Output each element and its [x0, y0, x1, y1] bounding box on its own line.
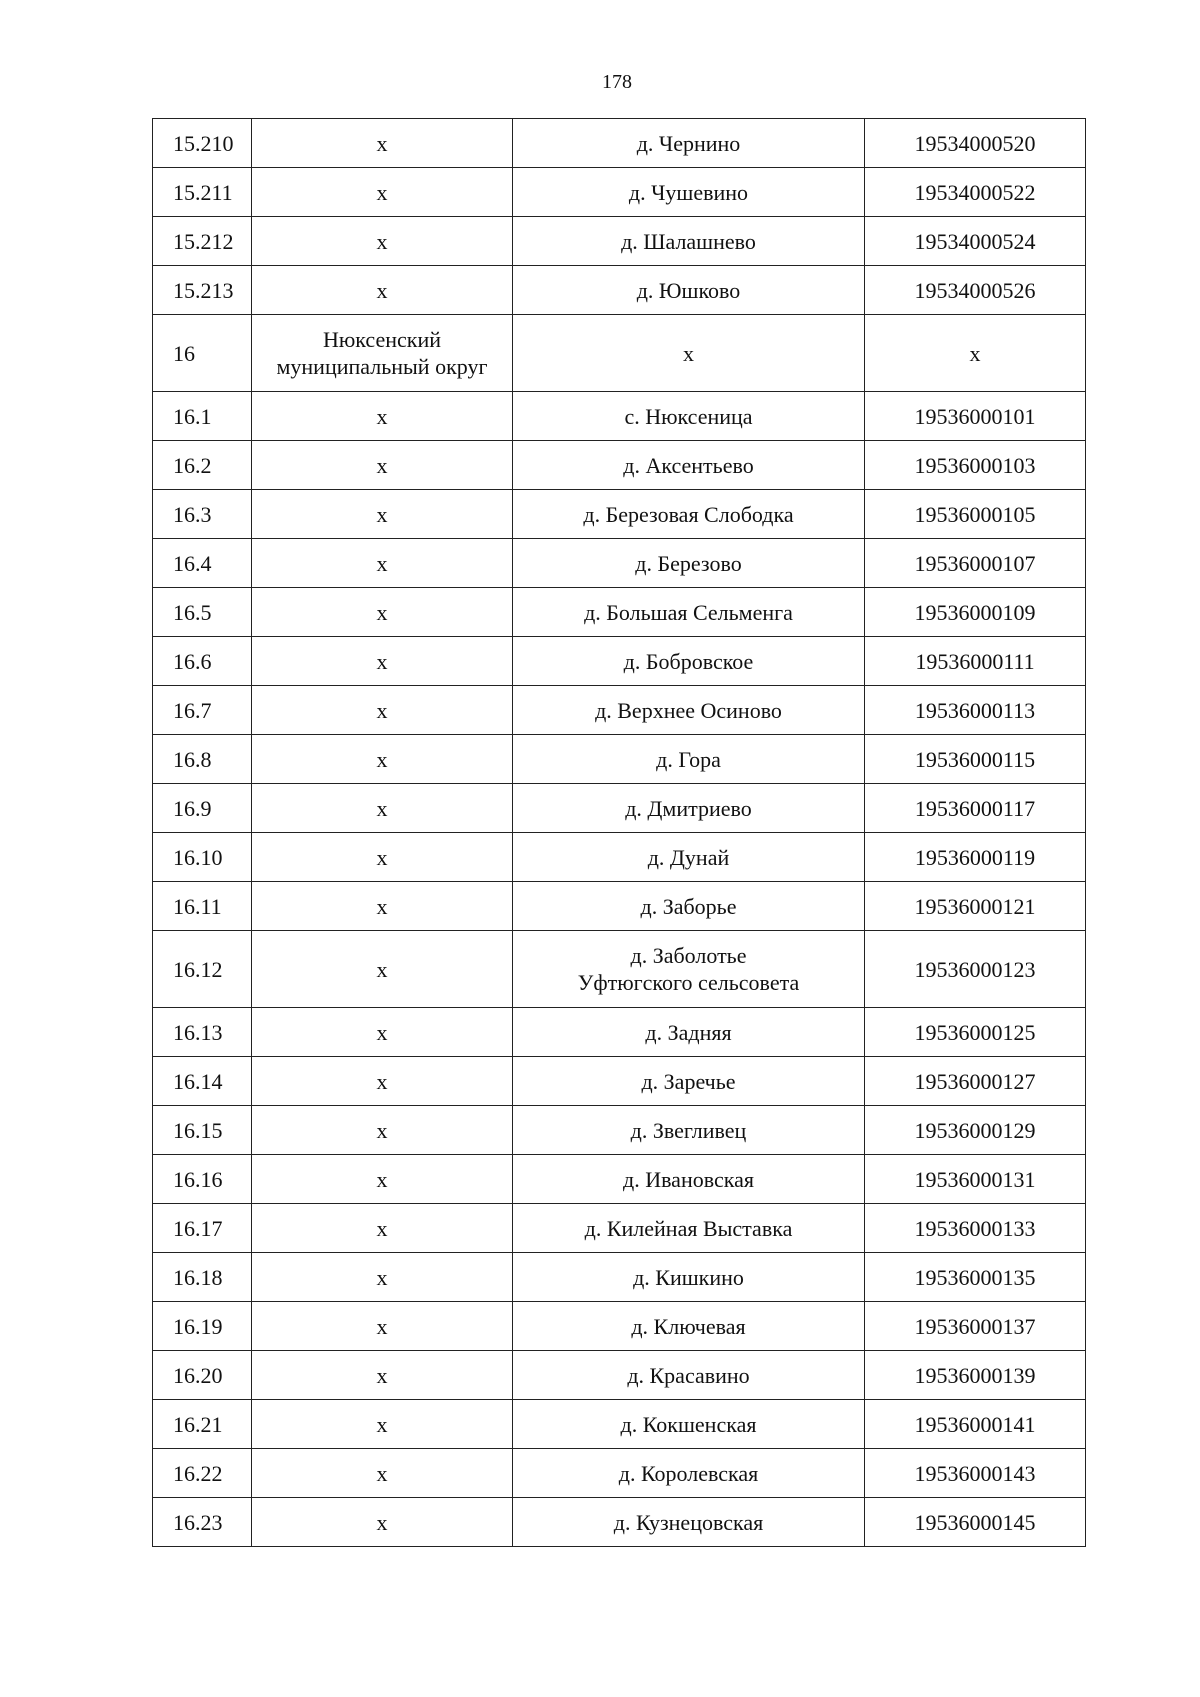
- table-row: [153, 882, 1086, 931]
- row-number-cell: 16.19: [153, 1302, 252, 1351]
- row-number-cell: 16.3: [153, 490, 252, 539]
- municipality-cell: х: [252, 1498, 513, 1547]
- table-row: [153, 266, 1086, 315]
- settlement-name-cell: д. Бобровское: [513, 637, 865, 686]
- oktmo-code-cell: 19536000119: [865, 833, 1086, 882]
- oktmo-code-cell: 19536000115: [865, 735, 1086, 784]
- oktmo-code-cell: 19536000121: [865, 882, 1086, 931]
- settlement-name-cell: д. Красавино: [513, 1351, 865, 1400]
- municipality-cell: х: [252, 588, 513, 637]
- municipality-cell: х: [252, 1253, 513, 1302]
- settlements-table: [152, 118, 1086, 1547]
- municipality-cell: х: [252, 784, 513, 833]
- oktmo-code-cell: 19536000141: [865, 1400, 1086, 1449]
- settlement-name-cell: д. Заборье: [513, 882, 865, 931]
- settlement-name-cell: д. Гора: [513, 735, 865, 784]
- table-row: [153, 1253, 1086, 1302]
- table-body: [153, 119, 1086, 1547]
- settlement-name-cell: д. Чернино: [513, 119, 865, 168]
- municipality-cell: х: [252, 119, 513, 168]
- settlement-name-cell: д. Задняя: [513, 1008, 865, 1057]
- table-row: [153, 833, 1086, 882]
- row-number-cell: 16.4: [153, 539, 252, 588]
- settlement-name-cell: д. Ивановская: [513, 1155, 865, 1204]
- table-row: [153, 1057, 1086, 1106]
- table-row: [153, 1204, 1086, 1253]
- row-number-cell: 16.10: [153, 833, 252, 882]
- municipality-cell: х: [252, 1449, 513, 1498]
- settlement-name-cell: д. Килейная Выставка: [513, 1204, 865, 1253]
- oktmo-code-cell: 19536000135: [865, 1253, 1086, 1302]
- municipality-cell: х: [252, 931, 513, 1008]
- row-number-cell: 16.12: [153, 931, 252, 1008]
- row-number-cell: 16.20: [153, 1351, 252, 1400]
- municipality-cell: х: [252, 266, 513, 315]
- settlement-name-cell: д. Аксентьево: [513, 441, 865, 490]
- table-row: [153, 392, 1086, 441]
- row-number-cell: 16.9: [153, 784, 252, 833]
- table-row: [153, 168, 1086, 217]
- municipality-cell: х: [252, 392, 513, 441]
- table-row: [153, 686, 1086, 735]
- row-number-cell: 16.15: [153, 1106, 252, 1155]
- oktmo-code-cell: 19536000101: [865, 392, 1086, 441]
- table-row: [153, 1449, 1086, 1498]
- oktmo-code-cell: 19536000125: [865, 1008, 1086, 1057]
- oktmo-code-cell: 19536000129: [865, 1106, 1086, 1155]
- row-number-cell: 16.18: [153, 1253, 252, 1302]
- municipality-cell: х: [252, 539, 513, 588]
- municipality-cell: х: [252, 735, 513, 784]
- row-number-cell: 15.210: [153, 119, 252, 168]
- settlement-name-cell: д. Юшково: [513, 266, 865, 315]
- row-number-cell: 16.2: [153, 441, 252, 490]
- municipality-cell: х: [252, 168, 513, 217]
- oktmo-code-cell: 19536000105: [865, 490, 1086, 539]
- municipality-cell: Нюксенский муниципальный округ: [252, 315, 513, 392]
- row-number-cell: 15.212: [153, 217, 252, 266]
- municipality-cell: х: [252, 217, 513, 266]
- oktmo-code-cell: 19534000524: [865, 217, 1086, 266]
- oktmo-code-cell: 19536000123: [865, 931, 1086, 1008]
- table-row: [153, 1008, 1086, 1057]
- municipality-cell: х: [252, 686, 513, 735]
- row-number-cell: 16.1: [153, 392, 252, 441]
- oktmo-code-cell: 19536000127: [865, 1057, 1086, 1106]
- oktmo-code-cell: 19534000520: [865, 119, 1086, 168]
- settlement-name-cell: д. Ключевая: [513, 1302, 865, 1351]
- settlement-name-cell: с. Нюксеница: [513, 392, 865, 441]
- municipality-cell: х: [252, 490, 513, 539]
- table-row: [153, 784, 1086, 833]
- row-number-cell: 16.17: [153, 1204, 252, 1253]
- row-number-cell: 16.23: [153, 1498, 252, 1547]
- table-row: [153, 441, 1086, 490]
- municipality-cell: х: [252, 1204, 513, 1253]
- table-row: [153, 931, 1086, 1008]
- table-row: [153, 1302, 1086, 1351]
- row-number-cell: 16.21: [153, 1400, 252, 1449]
- oktmo-code-cell: 19534000522: [865, 168, 1086, 217]
- table-row: [153, 490, 1086, 539]
- settlement-name-cell: д. Звегливец: [513, 1106, 865, 1155]
- settlement-name-cell: д. Шалашнево: [513, 217, 865, 266]
- municipality-cell: х: [252, 1155, 513, 1204]
- row-number-cell: 16.22: [153, 1449, 252, 1498]
- settlement-name-cell: д. Кишкино: [513, 1253, 865, 1302]
- settlement-name-cell: д. Чушевино: [513, 168, 865, 217]
- row-number-cell: 16.5: [153, 588, 252, 637]
- row-number-cell: 16.7: [153, 686, 252, 735]
- table-row: [153, 1106, 1086, 1155]
- municipality-cell: х: [252, 882, 513, 931]
- table-row: [153, 315, 1086, 392]
- oktmo-code-cell: 19536000111: [865, 637, 1086, 686]
- table-row: [153, 1400, 1086, 1449]
- settlement-name-cell: д. Королевская: [513, 1449, 865, 1498]
- settlement-name-cell: д. Верхнее Осиново: [513, 686, 865, 735]
- table-row: [153, 1155, 1086, 1204]
- table-row: [153, 119, 1086, 168]
- municipality-cell: х: [252, 1351, 513, 1400]
- row-number-cell: 16.16: [153, 1155, 252, 1204]
- table-row: [153, 217, 1086, 266]
- row-number-cell: 15.213: [153, 266, 252, 315]
- oktmo-code-cell: 19536000117: [865, 784, 1086, 833]
- municipality-cell: х: [252, 441, 513, 490]
- table-row: [153, 539, 1086, 588]
- oktmo-code-cell: 19536000143: [865, 1449, 1086, 1498]
- oktmo-code-cell: 19536000109: [865, 588, 1086, 637]
- row-number-cell: 16.14: [153, 1057, 252, 1106]
- oktmo-code-cell: 19536000145: [865, 1498, 1086, 1547]
- oktmo-code-cell: 19536000131: [865, 1155, 1086, 1204]
- row-number-cell: 16.8: [153, 735, 252, 784]
- oktmo-code-cell: 19536000137: [865, 1302, 1086, 1351]
- oktmo-code-cell: 19536000103: [865, 441, 1086, 490]
- municipality-cell: х: [252, 1008, 513, 1057]
- table-row: [153, 588, 1086, 637]
- row-number-cell: 16.11: [153, 882, 252, 931]
- settlement-name-cell: д. Большая Сельменга: [513, 588, 865, 637]
- oktmo-code-cell: 19536000139: [865, 1351, 1086, 1400]
- municipality-cell: х: [252, 637, 513, 686]
- settlement-name-cell: д. Березовая Слободка: [513, 490, 865, 539]
- settlement-name-cell: х: [513, 315, 865, 392]
- municipality-cell: х: [252, 1106, 513, 1155]
- page-number: 178: [602, 71, 632, 93]
- oktmo-code-cell: х: [865, 315, 1086, 392]
- settlement-name-cell: д. Березово: [513, 539, 865, 588]
- municipality-cell: х: [252, 833, 513, 882]
- oktmo-code-cell: 19536000133: [865, 1204, 1086, 1253]
- table-row: [153, 735, 1086, 784]
- table-row: [153, 637, 1086, 686]
- municipality-cell: х: [252, 1057, 513, 1106]
- municipality-cell: х: [252, 1302, 513, 1351]
- municipality-cell: х: [252, 1400, 513, 1449]
- row-number-cell: 16.6: [153, 637, 252, 686]
- row-number-cell: 16.13: [153, 1008, 252, 1057]
- table-row: [153, 1351, 1086, 1400]
- oktmo-code-cell: 19536000107: [865, 539, 1086, 588]
- settlement-name-cell: д. Заболотье Уфтюгского сельсовета: [513, 931, 865, 1008]
- settlement-name-cell: д. Кузнецовская: [513, 1498, 865, 1547]
- settlement-name-cell: д. Заречье: [513, 1057, 865, 1106]
- settlement-name-cell: д. Кокшенская: [513, 1400, 865, 1449]
- oktmo-code-cell: 19534000526: [865, 266, 1086, 315]
- settlement-name-cell: д. Дунай: [513, 833, 865, 882]
- table-row: [153, 1498, 1086, 1547]
- row-number-cell: 15.211: [153, 168, 252, 217]
- settlement-name-cell: д. Дмитриево: [513, 784, 865, 833]
- row-number-cell: 16: [153, 315, 252, 392]
- oktmo-code-cell: 19536000113: [865, 686, 1086, 735]
